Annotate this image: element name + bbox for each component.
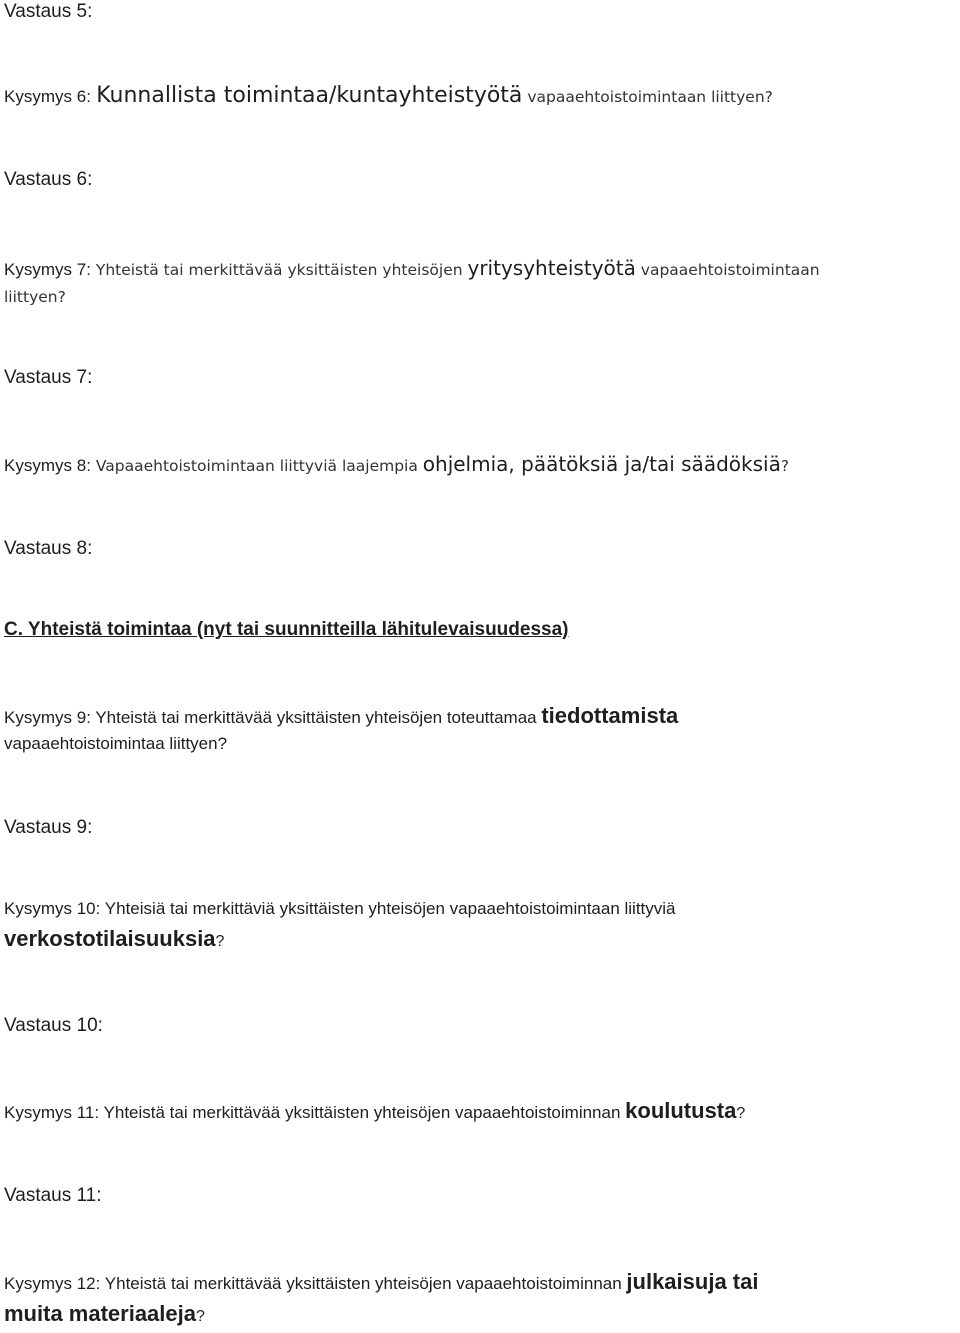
question-label: Kysymys 7 (4, 260, 87, 279)
question-text-after: ? (736, 1105, 746, 1122)
answer-5 (4, 0, 92, 26)
question-9 (4, 702, 678, 756)
question-text-line2: liittyen? (4, 288, 66, 306)
question-label: Kysymys 8 (4, 456, 87, 475)
answer-colon: : (87, 1, 93, 22)
question-emphasis: ohjelmia, päätöksiä ja/tai säädöksiä (422, 452, 781, 476)
question-label: Kysymys 9 (4, 708, 87, 727)
question-text-before: Yhteisiä tai merkittäviä yksittäisten yhteisöjen vapaaehtoistoimintaan liittyviä (100, 899, 676, 918)
answer-colon: : (87, 538, 93, 559)
answer-colon: : (87, 169, 93, 190)
question-label: Kysymys 12 (4, 1274, 96, 1293)
answer-11 (4, 1182, 102, 1210)
question-emphasis: Kunnallista toimintaa/kuntayhteistyötä (96, 83, 523, 108)
question-colon: : (86, 708, 91, 727)
question-10 (4, 895, 676, 958)
question-text-after: ? (195, 1308, 205, 1325)
answer-8 (4, 535, 92, 563)
question-line2 (4, 1298, 758, 1333)
question-text-before: Yhteistä tai merkittävää yksittäisten yhteisöjen vapaaehtoistoiminnan (100, 1274, 627, 1293)
question-6 (4, 82, 773, 111)
question-emphasis: tiedottamista (541, 703, 679, 728)
section-c-heading (4, 616, 569, 644)
question-text-after: vapaaehtoistoimintaan (635, 261, 820, 279)
answer-colon: : (97, 1015, 103, 1036)
answer-label: Vastaus 7 (4, 367, 88, 388)
question-colon: : (86, 456, 91, 475)
answer-7 (4, 364, 92, 392)
question-7 (4, 254, 820, 310)
answer-label: Vastaus 5 (4, 1, 88, 22)
question-label: Kysymys 10 (4, 899, 96, 918)
answer-label: Vastaus 9 (4, 817, 88, 838)
question-text-before: Vapaaehtoistoimintaan liittyviä laajempia (90, 457, 423, 475)
answer-colon: : (87, 817, 93, 838)
question-label: Kysymys 6 (4, 87, 87, 106)
question-colon: : (86, 87, 91, 106)
answer-6 (4, 166, 92, 194)
answer-colon: : (87, 367, 93, 388)
answer-label: Vastaus 6 (4, 169, 88, 190)
question-11 (4, 1097, 745, 1128)
question-emphasis: verkostotilaisuuksia (4, 926, 216, 951)
question-colon: : (94, 1103, 100, 1122)
question-text-before: Yhteistä tai merkittävää yksittäisten yhteisöjen (90, 261, 468, 279)
question-text-before: Yhteistä tai merkittävää yksittäisten yhteisöjen toteuttamaa (90, 708, 542, 727)
answer-9 (4, 814, 92, 842)
question-colon: : (95, 1274, 101, 1293)
question-emphasis-line2: muita materiaaleja (4, 1301, 196, 1326)
question-colon: : (95, 899, 101, 918)
question-label: Kysymys 11 (4, 1103, 95, 1122)
answer-label: Vastaus 8 (4, 538, 88, 559)
question-text-after: ? (780, 457, 790, 475)
question-text-line2: vapaaehtoistoimintaa liittyen? (4, 734, 228, 753)
question-8 (4, 450, 789, 480)
question-emphasis: julkaisuja tai (626, 1269, 759, 1294)
answer-label: Vastaus 10 (4, 1015, 98, 1036)
question-text-after: vapaaehtoistoimintaan liittyen? (522, 88, 773, 106)
answer-10 (4, 1012, 103, 1040)
question-colon: : (86, 260, 91, 279)
section-heading-text: C. Yhteistä toimintaa (nyt tai suunnitteilla lähitulevaisuudessa) (4, 619, 569, 640)
answer-label: Vastaus 11 (4, 1185, 97, 1206)
question-text-after: ? (215, 933, 225, 950)
question-emphasis: yritysyhteistyötä (467, 256, 636, 280)
answer-colon: : (96, 1185, 102, 1206)
question-emphasis: koulutusta (625, 1098, 737, 1123)
question-12 (4, 1268, 758, 1333)
question-line2 (4, 923, 676, 958)
question-text-before: Yhteistä tai merkittävää yksittäisten yhteisöjen vapaaehtoistoiminnan (99, 1103, 626, 1122)
